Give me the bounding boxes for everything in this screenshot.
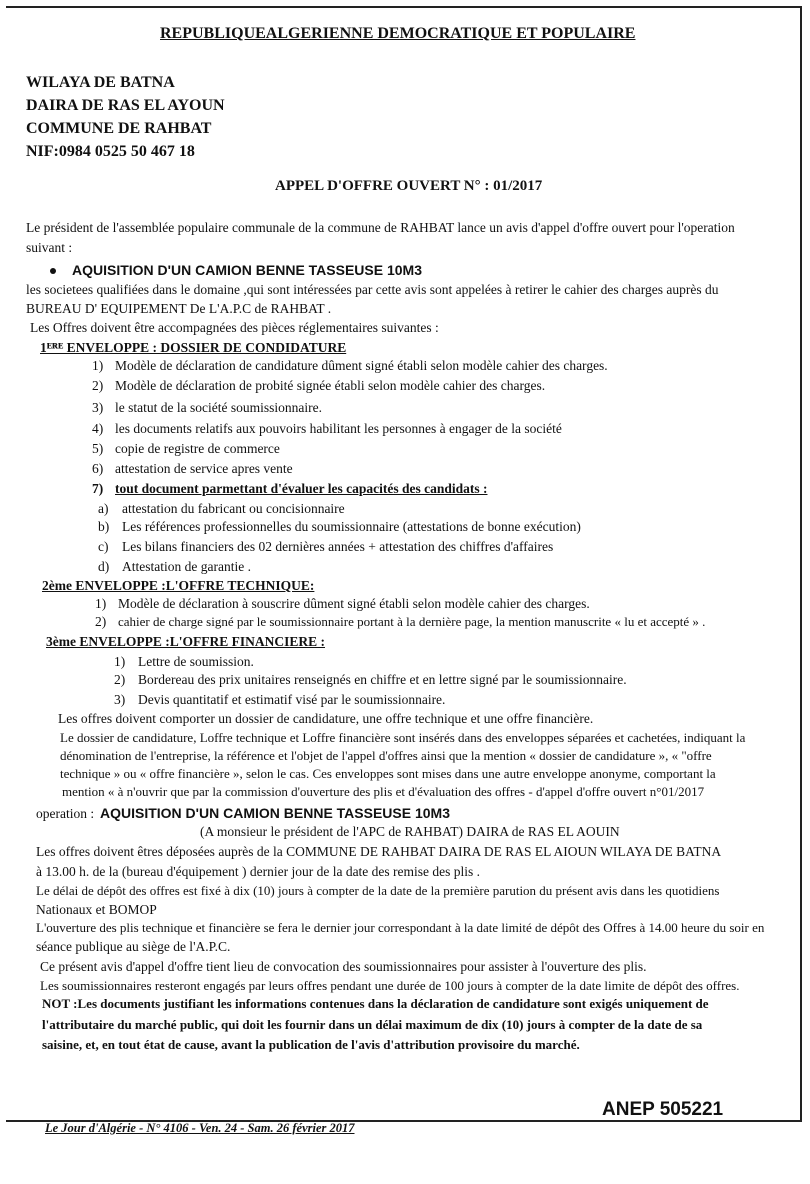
env1-sub-num: d) [98, 559, 110, 574]
wilaya-line: WILAYA DE BATNA [26, 74, 175, 91]
env1-sub-text: Les bilans financiers des 02 dernières années + attestation des chiffres d'affaires [122, 539, 554, 554]
depot-line: séance publique au siège de l'A.P.C. [36, 939, 231, 954]
env1-item-num: 5) [92, 441, 104, 456]
env1-item-num: 3) [92, 400, 104, 415]
top-border [6, 6, 800, 8]
anep-reference: ANEP 505221 [602, 1099, 724, 1120]
env1-item-text: copie de registre de commerce [115, 441, 280, 456]
depot-line: à 13.00 h. de la (bureau d'équipement ) dernier jour de la date des remise des plis . [36, 864, 481, 879]
env1-item-text: le statut de la société soumissionnaire. [115, 400, 322, 415]
operation-prefix: operation : [36, 806, 95, 821]
env3-item-text: Bordereau des prix unitaires renseignés en chiffre et en lettre signé par le soumissionnaire. [138, 672, 627, 687]
depot-line: Les soumissionnaires resteront engagés par leurs offres pendant une durée de 100 jours à compter de la date limite de dépôt des offres. [40, 978, 740, 993]
societes-line-2: BUREAU D' EQUIPEMENT De L'A.P.C de RAHBAT . [26, 301, 332, 316]
depot-line: Le délai de dépôt des offres est fixé à dix (10) jours à compter de la date de la première parution du présent avis dans les quotidiens [36, 883, 720, 898]
env3-item-text: Devis quantitatif et estimatif visé par le soumissionnaire. [138, 692, 446, 707]
env1-item-text: Modèle de déclaration de candidature dûment signé établi selon modèle cahier des charges. [115, 358, 608, 373]
envelope-3-title: 3ème ENVELOPPE :L'OFFRE FINANCIERE : [46, 634, 325, 649]
env3-item-num: 3) [114, 692, 126, 707]
note-line: l'attributaire du marché public, qui doit les fournir dans un délai maximum de dix (10) jours à compter de la date de sa [42, 1017, 703, 1032]
env3-item-num: 2) [114, 672, 126, 687]
env3-item-text: Lettre de soumission. [138, 654, 254, 669]
body-line: technique » ou « offre financière », selon le cas. Ces enveloppes sont mises dans une autre enveloppe anonyme, comportant la [60, 766, 716, 781]
commune-line: COMMUNE DE RAHBAT [26, 120, 212, 137]
note-line: NOT :Les documents justifiant les informations contenues dans la déclaration de candidature sont exigés uniquement de [42, 996, 709, 1011]
env1-sub-num: b) [98, 519, 110, 534]
env1-sub-text: attestation du fabricant ou concisionnaire [122, 501, 345, 516]
env1-item-num: 1) [92, 358, 104, 373]
envelope-1-title: 1ᴱᴿᴱ ENVELOPPE : DOSSIER DE CONDIDATURE [40, 340, 347, 355]
daira-line: DAIRA DE RAS EL AYOUN [26, 97, 225, 114]
env1-sub-num: c) [98, 539, 109, 554]
env2-item-num: 2) [95, 614, 107, 629]
intro-line-1: Le président de l'assemblée populaire communale de la commune de RAHBAT lance un avis d'appel d'offre ouvert pour l'operation [26, 220, 735, 235]
env1-item-num: 7) [92, 481, 104, 496]
env1-item-num: 2) [92, 378, 104, 393]
republic-title: REPUBLIQUEALGERIENNE DEMOCRATIQUE ET POPULAIRE [160, 25, 636, 42]
object-label: AQUISITION D'UN CAMION BENNE TASSEUSE 10M3 [72, 262, 422, 278]
offres-intro: Les Offres doivent être accompagnées des pièces réglementaires suivantes : [30, 320, 439, 335]
env1-item-num: 4) [92, 421, 104, 436]
depot-line: Ce présent avis d'appel d'offre tient lieu de convocation des soumissionnaires pour assister à l'ouverture des plis. [40, 959, 647, 974]
address-line: (A monsieur le président de l'APC de RAHBAT) DAIRA de RAS EL AOUIN [200, 824, 620, 839]
nif-line: NIF:0984 0525 50 467 18 [26, 143, 195, 160]
env1-sub-text: Attestation de garantie . [122, 559, 251, 574]
env1-item-text: attestation de service apres vente [115, 461, 293, 476]
body-line: mention « à n'ouvrir que par la commission d'ouverture des plis et d'évaluation des offres - d'appel d'offre ouvert n°01/2017 [62, 784, 705, 799]
operation-object: AQUISITION D'UN CAMION BENNE TASSEUSE 10M3 [100, 805, 450, 821]
env1-item-text: les documents relatifs aux pouvoirs habilitant les personnes à engager de la société [115, 421, 562, 436]
env1-item-text: Modèle de déclaration de probité signée établi selon modèle cahier des charges. [115, 378, 546, 393]
env2-item-text: Modèle de déclaration à souscrire dûment signé établi selon modèle cahier des charges. [118, 596, 590, 611]
env1-item-text: tout document parmettant d'évaluer les capacités des candidats : [115, 481, 488, 496]
appel-title: APPEL D'OFFRE OUVERT N° : 01/2017 [275, 178, 543, 194]
depot-line: Les offres doivent êtres déposées auprès de la COMMUNE DE RAHBAT DAIRA DE RAS EL AIOUN WILAYA DE BATNA [36, 844, 722, 859]
societes-line-1: les societees qualifiées dans le domaine ,qui sont intéressées par cette avis sont appelées à retirer le cahier des charges auprès du [26, 282, 719, 297]
body-line: Les offres doivent comporter un dossier de candidature, une offre technique et une offre financière. [58, 711, 594, 726]
depot-line: L'ouverture des plis technique et financière se fera le dernier jour correspondant à la date limité de dépôt des Offres à 14.00 heure du soir en [36, 920, 765, 935]
body-line: Le dossier de candidature, Loffre technique et Loffre financière sont insérés dans des enveloppes séparées et cachetées, indiquant la [60, 730, 746, 745]
env1-item-num: 6) [92, 461, 104, 476]
depot-line: Nationaux et BOMOP [36, 902, 157, 917]
env1-sub-num: a) [98, 501, 109, 516]
publication-footer: Le Jour d'Algérie - N° 4106 - Ven. 24 - Sam. 26 février 2017 [45, 1121, 355, 1135]
envelope-2-title: 2ème ENVELOPPE :L'OFFRE TECHNIQUE: [42, 578, 315, 593]
intro-line-2: suivant : [26, 240, 73, 255]
env1-sub-text: Les références professionnelles du soumissionnaire (attestations de bonne exécution) [122, 519, 581, 534]
env3-item-num: 1) [114, 654, 126, 669]
right-border [800, 6, 802, 1122]
note-line: saisine, et, en tout état de cause, avant la publication de l'avis d'attribution provisoire du marché. [42, 1037, 580, 1052]
body-line: dénomination de l'entreprise, la référence et l'objet de l'appel d'offres ainsi que la mention « dossier de candidature », « "offre [60, 748, 712, 763]
env2-item-text: cahier de charge signé par le soumissionnaire portant à la dernière page, la mention manuscrite « lu et accepté » . [118, 614, 706, 629]
env2-item-num: 1) [95, 596, 107, 611]
bullet-icon [50, 268, 56, 274]
